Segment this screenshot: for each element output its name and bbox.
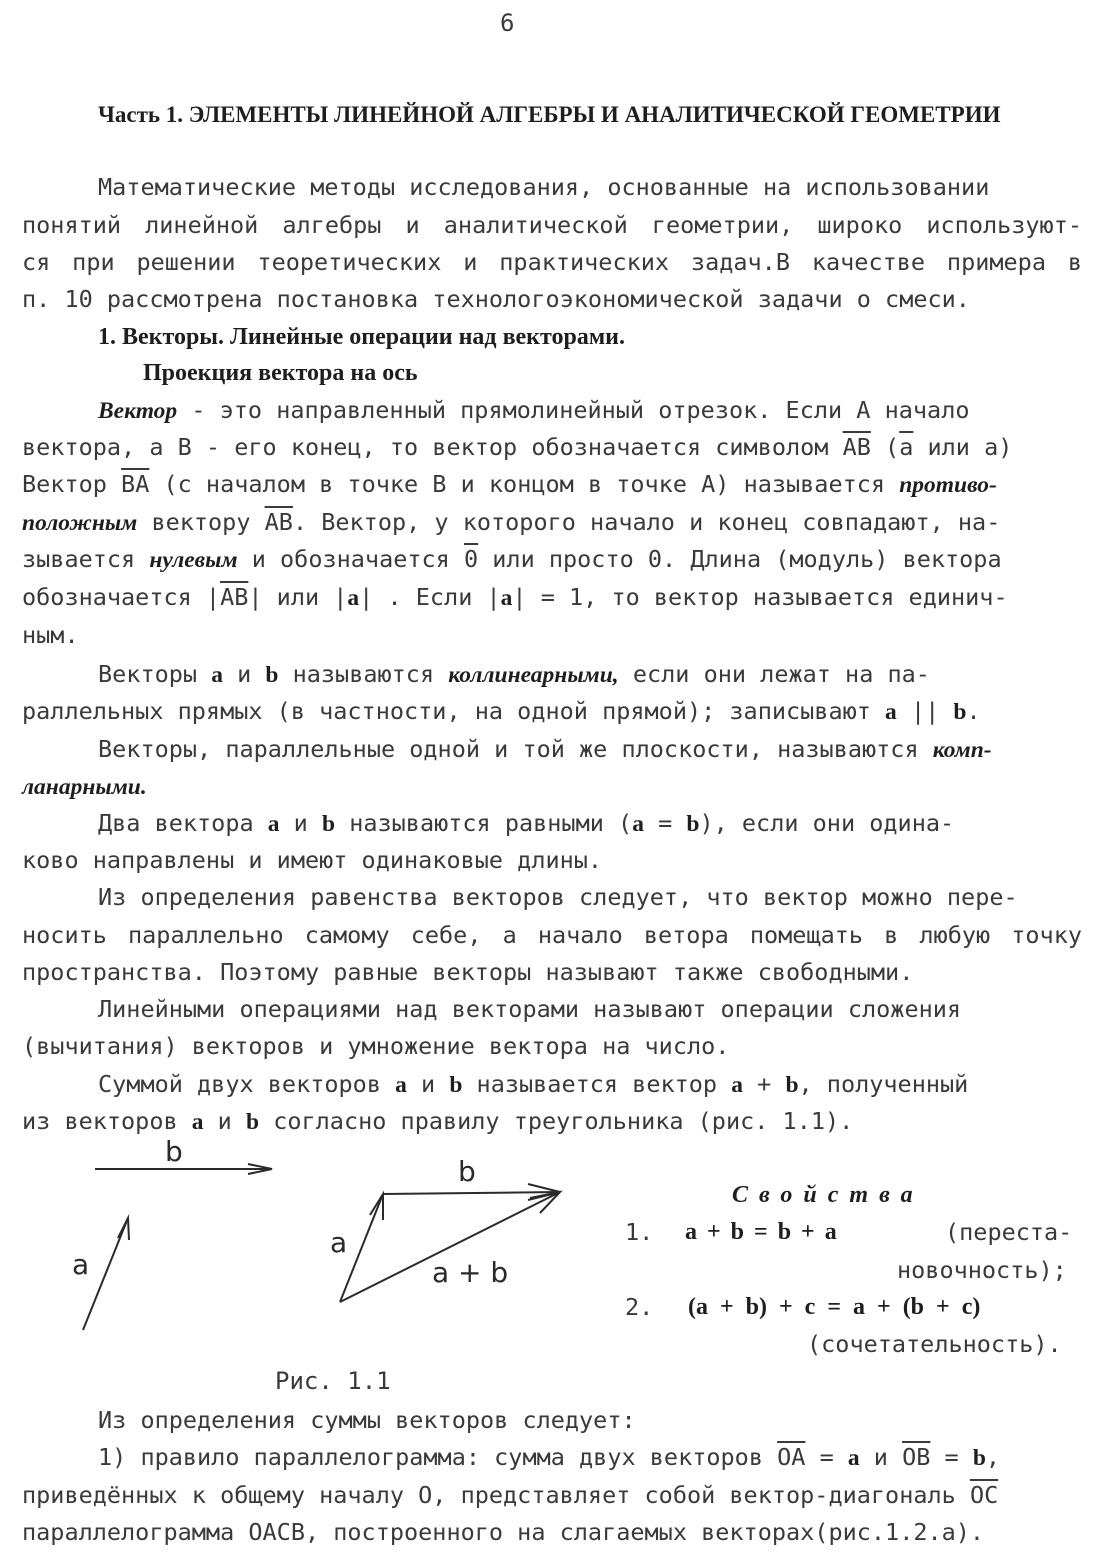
figure-label-b-free: b: [165, 1135, 183, 1168]
property-1-formula: a + b = b + a: [685, 1219, 837, 1245]
triangle-side-a-arrowhead: [370, 1194, 383, 1220]
figure-label-a-free: a: [72, 1248, 90, 1281]
p1-line-3: Вектор $\overline{BA}$ (с началом в точке В и концом в точке А) называется противо-: [22, 470, 997, 498]
intro-line-4: п. 10 рассмотрена постановка технологоэкономической задачи о смеси.: [22, 285, 970, 313]
figure-label-a-triangle: a: [330, 1226, 348, 1259]
p5-line-1: Из определения равенства векторов следует, что вектор можно пере-: [98, 883, 1018, 911]
p1-line-4: положным вектору $\overline{AB}$. Вектор, у которого начало и конец совпадают, на-: [22, 508, 1001, 536]
property-2-number: 2.: [625, 1293, 654, 1321]
p3-line-1: Векторы, параллельные одной и той же плоскости, называются комп-: [98, 735, 992, 763]
p7-line-1: Суммой двух векторов a и b называется вектор a + b, полученный: [98, 1070, 969, 1098]
triangle-side-b: [383, 1192, 560, 1194]
section-subtitle: Проекция вектора на ось: [143, 360, 418, 386]
p6-line-2: (вычитания) векторов и умножение вектора на число.: [22, 1032, 730, 1060]
property-2-note: (сочетательность).: [807, 1330, 1062, 1358]
term-zero: нулевым: [149, 547, 238, 573]
term-collinear: коллинеарными,: [448, 662, 619, 688]
intro-line-3: ся при решении теоретических и практических задач.В качестве примера в: [22, 248, 1082, 276]
figure-label-b-triangle: b: [458, 1155, 476, 1188]
after-line-3: приведённых к общему началу О, представляет собой вектор-диагональ $\overline{OC}$: [22, 1481, 999, 1509]
p1-line-1: Вектор - это направленный прямолинейный отрезок. Если А начало: [98, 396, 970, 424]
vector-a-free: [83, 1218, 128, 1330]
p5-line-3: пространства. Поэтому равные векторы называют также свободными.: [22, 958, 914, 986]
p2-line-2: раллельных прямых (в частности, на одной прямой); записывают a || b.: [22, 697, 981, 725]
part-title: Часть 1. ЭЛЕМЕНТЫ ЛИНЕЙНОЙ АЛГЕБРЫ И АНАЛИТИЧЕСКОЙ ГЕОМЕТРИИ: [98, 102, 1001, 127]
p1-line-6: обозначается $|\overline{AB}|$ или |a| . Если |a| = 1, то вектор называется единич-: [22, 583, 1008, 611]
p6-line-1: Линейными операциями над векторами называют операции сложения: [98, 995, 962, 1023]
property-2-formula: (a + b) + c = a + (b + c): [688, 1294, 981, 1320]
property-1-note-2: новочность);: [897, 1256, 1067, 1284]
after-line-4: параллелограмма ОАСВ, построенного на слагаемых векторах(рис.1.2.а).: [22, 1518, 985, 1546]
p1-line-7: ным.: [22, 621, 79, 649]
p7-line-2: из векторов a и b согласно правилу треугольника (рис. 1.1).: [22, 1107, 854, 1135]
properties-title: Свойства: [732, 1182, 924, 1208]
p3-line-2: ланарными.: [22, 774, 147, 800]
p5-line-2: носить параллельно самому себе, а начало ветора помещать в любую точку: [22, 921, 1082, 949]
figure-1-1: [0, 1140, 600, 1400]
p1-line-2: вектора, а В - его конец, то вектор обозначается символом $\overline{AB}$ ($\overline{a}$ или а): [22, 433, 1013, 461]
page-number: 6: [500, 9, 515, 37]
p4-line-1: Два вектора a и b называются равными (a = b), если они одина-: [98, 809, 955, 837]
property-1-number: 1.: [625, 1218, 654, 1246]
p2-line-1: Векторы a и b называются коллинеарными, если они лежат на па-: [98, 660, 930, 688]
p1-line-5: зывается нулевым и обозначается 0 или просто 0. Длина (модуль) вектора: [22, 545, 1002, 573]
property-1-note-1: (переста-: [945, 1218, 1073, 1246]
intro-line-1: Математические методы исследования, основанные на использовании: [98, 173, 990, 201]
after-line-2: 1) правило параллелограмма: сумма двух векторов $\overline{OA} = a$ и $\overline{OB} = b$,: [98, 1443, 1001, 1471]
after-line-1: Из определения суммы векторов следует:: [98, 1406, 636, 1434]
intro-line-2: понятий линейной алгебры и аналитической геометрии, широко используют-: [22, 211, 1082, 239]
section-title: 1. Векторы. Линейные операции над векторами.: [98, 324, 626, 350]
p4-line-2: ково направлены и имеют одинаковые длины.: [22, 846, 603, 874]
term-opposite: противо-: [899, 472, 997, 498]
vector-a-free-arrowhead: [118, 1218, 129, 1240]
figure-caption: Рис. 1.1: [275, 1367, 391, 1395]
term-coplanar: комп-: [932, 737, 992, 763]
figure-label-sum: a + b: [432, 1256, 509, 1289]
term-vector: Вектор: [98, 398, 178, 424]
